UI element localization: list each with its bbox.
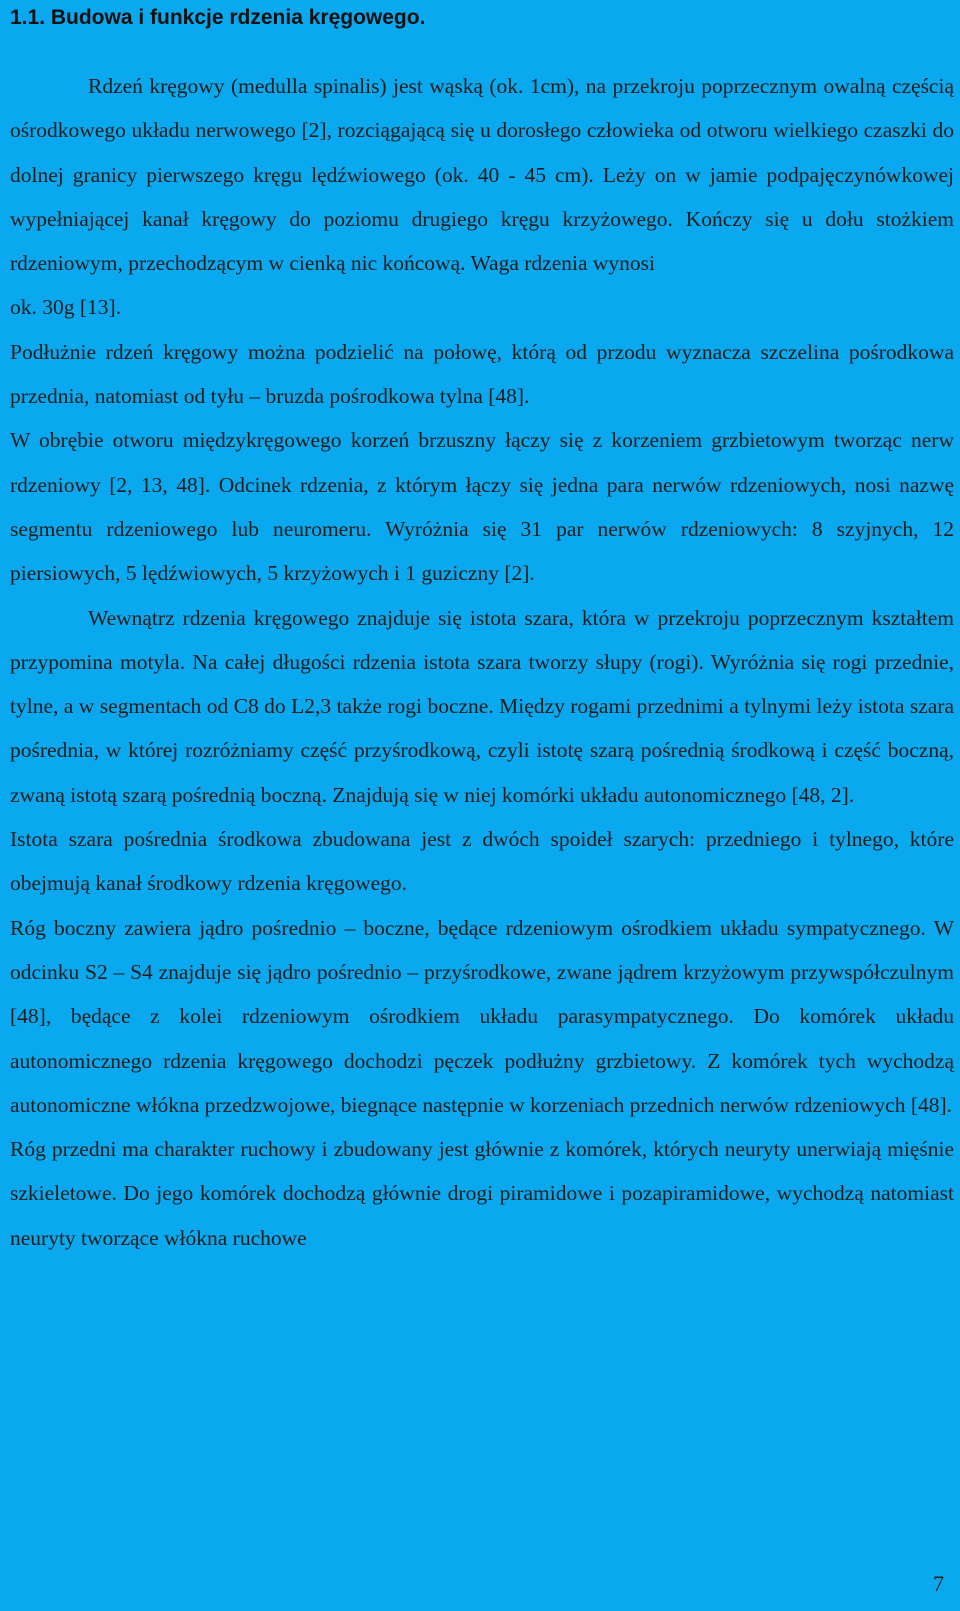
paragraph-anterior-horn: Róg przedni ma charakter ruchowy i zbudowany jest głównie z komórek, których neuryty unerwiają mięśnie szkieletowe. Do jego komórek dochodzą głównie drogi piramidowe i pozapiramidowe, wychodzą natomiast neuryty tworzące włókna ruchowe — [10, 1137, 954, 1250]
paragraph-central-intermediate-grey: Istota szara pośrednia środkowa zbudowana jest z dwóch spoideł szarych: przedniego i tylnego, które obejmują kanał środkowy rdzenia kręgowego. — [10, 827, 954, 896]
paragraph-spinal-nerves: W obrębie otworu międzykręgowego korzeń brzuszny łączy się z korzeniem grzbietowym tworząc nerw rdzeniowy [2, 13, 48]. Odcinek rdzenia, z którym łączy się jedna para nerwów rdzeniowych, nosi nazwę segmentu rdzeniowego lub neuromeru. Wyróżnia się 31 par nerwów rdzeniowych: 8 szyjnych, 12 piersiowych, 5 lędźwiowych, 5 krzyżowych i 1 guziczny [2]. — [10, 428, 954, 586]
paragraph-spinal-cord-weight: ok. 30g [13]. — [10, 295, 122, 320]
document-body — [10, 64, 954, 1260]
document-page — [10, 0, 954, 1260]
paragraph-lateral-horn: Róg boczny zawiera jądro pośrednio – boczne, będące rdzeniowym ośrodkiem układu sympatycznego. W odcinku S2 – S4 znajduje się jądro pośrednio – przyśrodkowe, zwane jądrem krzyżowym przywspółczulnym [48], będące z kolei rdzeniowym ośrodkiem układu parasympatycznego. Do komórek układu autonomicznego rdzenia kręgowego dochodzi pęczek podłużny grzbietowy. Z komórek tych wychodzą autonomiczne włókna przedzwojowe, biegnące następnie w korzeniach przednich nerwów rdzeniowych [48]. — [10, 915, 954, 1117]
paragraph-grey-matter: Wewnątrz rdzenia kręgowego znajduje się istota szara, która w przekroju poprzecznym kształtem przypomina motyla. Na całej długości rdzenia istota szara tworzy słupy (rogi). Wyróżnia się rogi przednie, tylne, a w segmentach od C8 do L2,3 także rogi boczne. Między rogami przednimi a tylnymi leży istota szara pośrednia, w której rozróżniamy część przyśrodkową, czyli istotę szarą pośrednią środkową i część boczną, zwaną istotą szarą pośrednią boczną. Znajdują się w niej komórki układu autonomicznego [48, 2]. — [10, 605, 954, 807]
section-heading: 1.1. Budowa i funkcje rdzenia kręgowego. — [10, 6, 426, 29]
page-number: 7 — [933, 1571, 944, 1596]
paragraph-longitudinal-division: Podłużnie rdzeń kręgowy można podzielić na połowę, którą od przodu wyznacza szczelina pośrodkowa przednia, natomiast od tyłu – bruzda pośrodkowa tylna [48]. — [10, 339, 954, 409]
paragraph-spinal-cord-definition: Rdzeń kręgowy (medulla spinalis) jest wąską (ok. 1cm), na przekroju poprzecznym owalną częścią ośrodkowego układu nerwowego [2], rozciągającą się u dorosłego człowieka od otworu wielkiego czaszki do dolnej granicy pierwszego kręgu lędźwiowego (ok. 40 - 45 cm). Leży on w jamie podpajęczynówkowej wypełniającej kanał kręgowy do poziomu drugiego kręgu krzyżowego. Kończy się u dołu stożkiem rdzeniowym, przechodzącym w cienką nic końcową. Waga rdzenia wynosi — [10, 74, 954, 276]
